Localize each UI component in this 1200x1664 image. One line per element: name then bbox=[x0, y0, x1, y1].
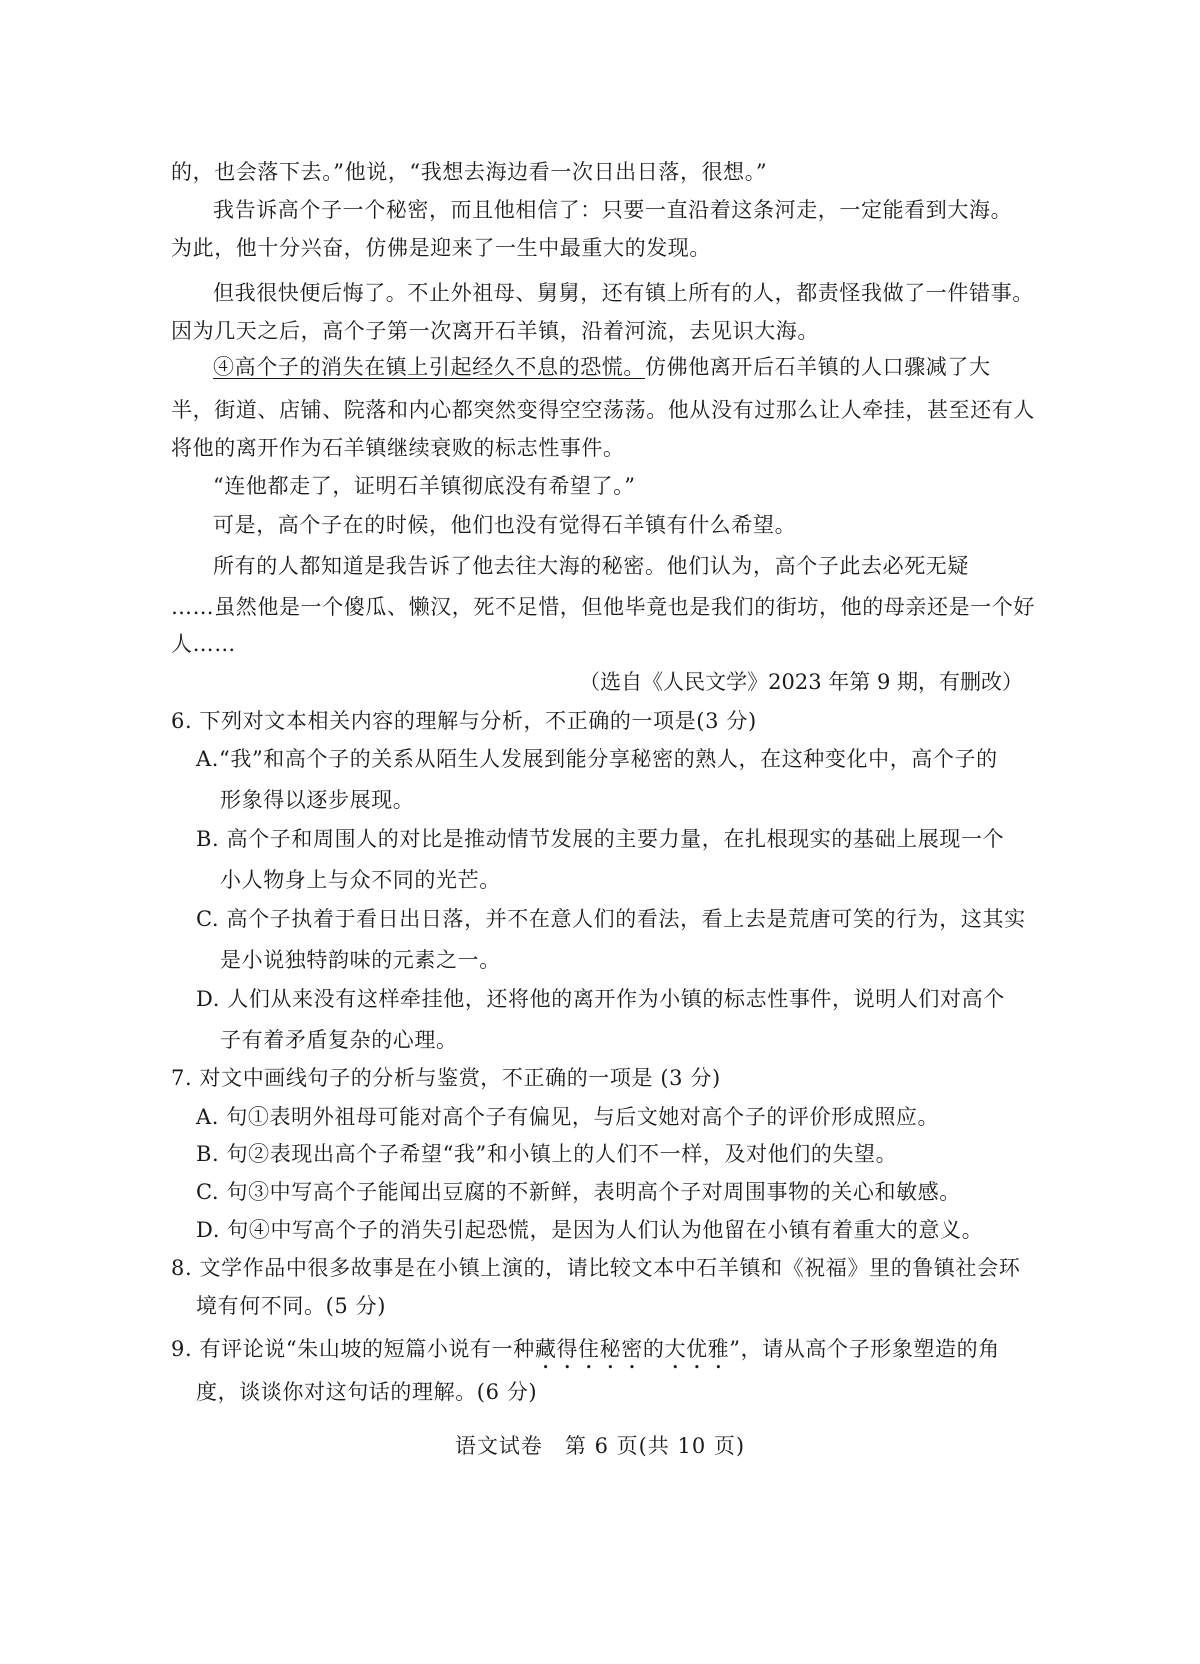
question-9-text: ”，请从高个子形象塑造的角 bbox=[729, 1337, 1000, 1361]
question-8-line: 境有何不同。(5 分) bbox=[196, 1294, 387, 1318]
question-7-stem: 7. 对文中画线句子的分析与鉴赏，不正确的一项是 (3 分) bbox=[171, 1066, 721, 1090]
option-c: C. 句③中写高个子能闻出豆腐的不新鲜，表明高个子对周围事物的关心和敏感。 bbox=[196, 1180, 961, 1204]
option-d-cont: 子有着矛盾复杂的心理。 bbox=[220, 1028, 458, 1052]
passage-line: 人…… bbox=[171, 632, 236, 656]
option-c: C. 高个子执着于看日出日落，并不在意人们的看法，看上去是荒唐可笑的行为，这其实 bbox=[196, 907, 1026, 931]
passage-line: 将他的离开作为石羊镇继续衰败的标志性事件。 bbox=[171, 436, 625, 460]
option-d: D. 人们从来没有这样牵挂他，还将他的离开作为小镇的标志性事件，说明人们对高个 bbox=[196, 987, 1005, 1011]
passage-line: 为此，他十分兴奋，仿佛是迎来了一生中最重大的发现。 bbox=[171, 236, 711, 260]
passage-line: 的，也会落下去。”他说，“我想去海边看一次日出日落，很想。” bbox=[171, 160, 768, 184]
option-b-cont: 小人物身上与众不同的光芒。 bbox=[220, 868, 501, 892]
question-8-line: 8. 文学作品中很多故事是在小镇上演的，请比较文本中石羊镇和《祝福》里的鲁镇社会环 bbox=[171, 1256, 1021, 1280]
question-9-text: 的 bbox=[642, 1337, 665, 1361]
emphasized-phrase: 大优雅 bbox=[664, 1337, 730, 1361]
option-d: D. 句④中写高个子的消失引起恐慌，是因为人们认为他留在小镇有着重大的意义。 bbox=[196, 1218, 984, 1242]
passage-line: 半，街道、店铺、院落和内心都突然变得空空荡荡。他从没有过那么让人牵挂，甚至还有人 bbox=[171, 398, 1035, 422]
passage-line: 我告诉高个子一个秘密，而且他相信了：只要一直沿着这条河走，一定能看到大海。 bbox=[213, 198, 1013, 222]
option-c-cont: 是小说独特韵味的元素之一。 bbox=[220, 948, 501, 972]
source-citation: （选自《人民文学》2023 年第 9 期，有删改） bbox=[579, 670, 1023, 694]
passage-line: 所有的人都知道是我告诉了他去往大海的秘密。他们认为，高个子此去必死无疑 bbox=[213, 554, 969, 578]
passage-line: 可是，高个子在的时候，他们也没有觉得石羊镇有什么希望。 bbox=[213, 513, 797, 537]
question-6-stem: 6. 下列对文本相关内容的理解与分析，不正确的一项是(3 分) bbox=[171, 709, 757, 733]
passage-line: 但我很快便后悔了。不止外祖母、舅舅，还有镇上所有的人，都责怪我做了一件错事。 bbox=[213, 281, 1034, 305]
underlined-sentence-4: ④高个子的消失在镇上引起经久不息的恐慌。 bbox=[213, 355, 645, 379]
question-9-line: 度，谈谈你对这句话的理解。(6 分) bbox=[196, 1380, 538, 1404]
passage-text: 仿佛他离开后石羊镇的人口骤减了大 bbox=[645, 355, 991, 379]
option-a-cont: 形象得以逐步展现。 bbox=[220, 788, 415, 812]
passage-line: ……虽然他是一个傻瓜、懒汉，死不足惜，但他毕竟也是我们的街坊，他的母亲还是一个好 bbox=[171, 595, 1035, 619]
passage-line: 因为几天之后，高个子第一次离开石羊镇，沿着河流，去见识大海。 bbox=[171, 319, 819, 343]
page-footer: 语文试卷 第 6 页(共 10 页) bbox=[454, 1434, 746, 1458]
passage-line: “连他都走了，证明石羊镇彻底没有希望了。” bbox=[213, 474, 636, 498]
option-b: B. 句②表现出高个子希望“我”和小镇上的人们不一样，及对他们的失望。 bbox=[196, 1142, 898, 1166]
question-9-line bbox=[171, 1335, 1000, 1374]
passage-line bbox=[213, 353, 991, 381]
option-a: A. 句①表明外祖母可能对高个子有偏见，与后文她对高个子的评价形成照应。 bbox=[196, 1105, 940, 1129]
emphasized-phrase: 藏得住秘密 bbox=[534, 1337, 643, 1361]
option-b: B. 高个子和周围人的对比是推动情节发展的主要力量，在扎根现实的基础上展现一个 bbox=[196, 827, 1005, 851]
option-a: A.“我”和高个子的关系从陌生人发展到能分享秘密的熟人，在这种变化中，高个子的 bbox=[196, 747, 998, 771]
question-9-text: 9. 有评论说“朱山坡的短篇小说有一种 bbox=[171, 1337, 535, 1361]
